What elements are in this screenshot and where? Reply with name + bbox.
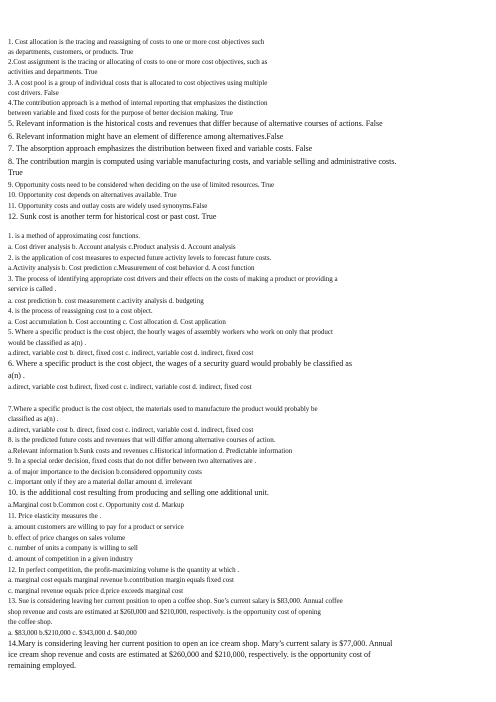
text-line: a. of major importance to the decision b.considered opportunity costs <box>8 468 202 476</box>
text-line: 4. is the process of reassigning cost to a cost object. <box>8 307 153 315</box>
text-line: 4.The contribution approach is a method of internal reporting that emphasizes the distinction <box>8 99 268 107</box>
text-line: 12. Sunk cost is another term for historical cost or past cost. True <box>8 212 217 221</box>
text-line: ice cream shop revenue and costs are estimated at $260,000 and $210,000, respectively. is the opportunity cost of <box>8 650 371 659</box>
text-line: 5. Where a specific product is the cost object, the hourly wages of assembly workers who work on only that product <box>8 328 333 336</box>
text-line: service is called . <box>8 285 57 293</box>
text-line: a.Relevant information b.Sunk costs and revenues c.Historical information d. Predictable information <box>8 447 293 455</box>
text-line: a.direct, variable cost b.direct, fixed cost c. indirect, variable cost d. indirect, fixed cost <box>8 383 252 391</box>
text-line: 8. The contribution margin is computed using variable manufacturing costs, and variable selling and administrative costs. <box>8 157 397 166</box>
text-line: a. cost prediction b. cost measurement c.activity analysis d. budgeting <box>8 297 204 305</box>
text-line: 10. Opportunity cost depends on alternatives available. True <box>8 191 177 199</box>
text-line: a. Cost driver analysis b. Account analysis c.Product analysis d. Account analysis <box>8 243 236 251</box>
text-line: a(n) . <box>8 371 25 380</box>
text-line: 8. is the predicted future costs and revenues that will differ among alternative courses of action. <box>8 436 276 444</box>
text-line: 7. The absorption approach emphasizes the distribution between fixed and variable costs. False <box>8 144 313 153</box>
text-line: 3. A cost pool is a group of individual costs that is allocated to cost objectives using multiple <box>8 79 268 87</box>
text-line: 6. Relevant information might have an element of difference among alternatives.False <box>8 132 284 141</box>
text-line: 9. In a special order decision, fixed costs that do not differ between two alternatives are . <box>8 457 257 465</box>
text-line: between variable and fixed costs for the purpose of better decision making. True <box>8 109 233 117</box>
text-line: 2.Cost assignment is the tracing or allocating of costs to one or more cost objectives, such as <box>8 58 268 66</box>
text-line: c. number of units a company is willing to sell <box>8 544 138 552</box>
text-line: activities and departments. True <box>8 68 98 76</box>
text-line: a. amount customers are willing to pay for a product or service <box>8 523 184 531</box>
text-line: 1. is a method of approximating cost functions. <box>8 232 141 240</box>
text-line: classified as a(n) . <box>8 415 59 423</box>
text-line: a. Cost accumulation b. Cost accounting c. Cost allocation d. Cost application <box>8 318 226 326</box>
text-line: 5. Relevant information is the historical costs and revenues that differ because of alternative courses of actions. False <box>8 119 383 128</box>
text-line: cost drivers. False <box>8 89 59 97</box>
text-line: b. effect of price changes on sales volume <box>8 534 126 542</box>
text-line: True <box>8 168 23 177</box>
text-line: 13. Sue is considering leaving her current position to open a coffee shop. Sue’s current salary is $83,000. Annual coffee <box>8 597 343 605</box>
text-line: 2. is the application of cost measures to expected future activity levels to forecast future costs. <box>8 254 272 262</box>
text-line: 7.Where a specific product is the cost object, the materials used to manufacture the product would probably be <box>8 405 318 413</box>
text-line: the coffee shop. <box>8 618 53 626</box>
text-line: remaining employed. <box>8 661 76 670</box>
text-line: 10. is the additional cost resulting from producing and selling one additional unit. <box>8 488 269 497</box>
text-line: 3. The process of identifying appropriate cost drivers and their effects on the costs of making a product or providing a <box>8 275 338 283</box>
text-line: 6. Where a specific product is the cost object, the wages of a security guard would probably be classified as <box>8 359 352 368</box>
text-line: a.direct, variable cost b. direct, fixed cost c. indirect, variable cost d. indirect, fixed cost <box>8 349 254 357</box>
text-line: 14.Mary is considering leaving her current position to open an ice cream shop. Mary’s current salary is $77,000. Annual <box>8 639 393 648</box>
text-line: 9. Opportunity costs need to be considered when deciding on the use of limited resources. True <box>8 181 275 189</box>
text-line: 1. Cost allocation is the tracing and reassigning of costs to one or more cost objectives such <box>8 38 265 46</box>
text-line: a.direct, variable cost b. direct, fixed cost c. indirect, variable cost d. indirect, fixed cost <box>8 426 254 434</box>
text-line: d. amount of competition in a given industry <box>8 555 133 563</box>
text-line: c. marginal revenue equals price d.price exceeds marginal cost <box>8 587 184 595</box>
text-line: would be classified as a(n) . <box>8 339 87 347</box>
text-line: c. important only if they are a material dollar amount d. irrelevant <box>8 478 193 486</box>
text-line: a.Marginal cost b.Common cost c. Opportunity cost d. Markup <box>8 501 185 509</box>
text-line: a.Activity analysis b. Cost prediction c.Measurement of cost behavior d. A cost function <box>8 264 255 272</box>
text-line: 12. In perfect competition, the profit-maximizing volume is the quantity at which . <box>8 566 240 574</box>
text-line: shop revenue and costs are estimated at $260,000 and $210,000, respectively. is the opportunity cost of opening <box>8 608 321 616</box>
text-line: as departments, customers, or products. True <box>8 48 134 56</box>
text-line: a. marginal cost equals marginal revenue b.contribution margin equals fixed cost <box>8 576 234 584</box>
text-line: 11. Opportunity costs and outlay costs are widely used synonyms.False <box>8 202 208 210</box>
text-line: a. $83,000 b.$210,000 c. $343,000 d. $40,000 <box>8 629 137 637</box>
text-line: 11. Price elasticity measures the . <box>8 512 102 520</box>
